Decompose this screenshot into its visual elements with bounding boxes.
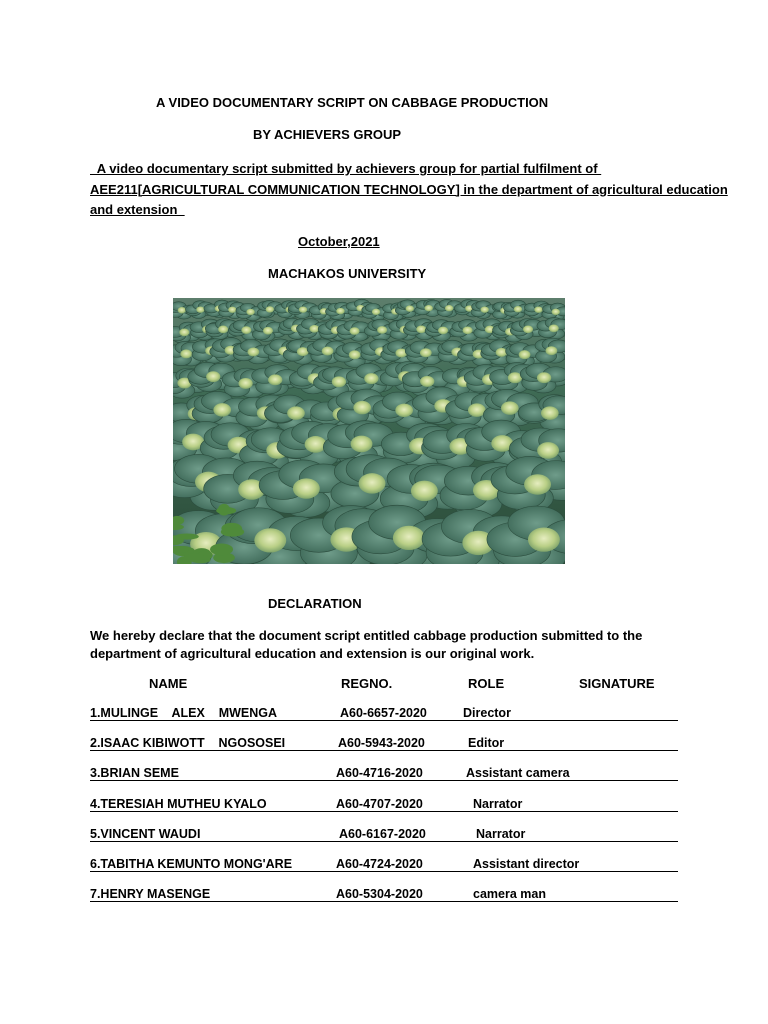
signature-line <box>90 901 678 902</box>
member-name: 5.VINCENT WAUDI <box>90 826 201 841</box>
member-regno: A60-4724-2020 <box>336 857 423 871</box>
signature-line <box>90 780 678 781</box>
signature-line <box>90 720 678 721</box>
signature-line <box>90 750 678 751</box>
cabbage-field-photo <box>173 298 565 564</box>
member-role: Narrator <box>476 826 526 841</box>
member-role: Editor <box>468 736 505 751</box>
intro-paragraph <box>90 159 728 221</box>
member-regno: A60-4716-2020 <box>336 766 423 781</box>
signature-line <box>90 841 678 842</box>
member-regno: A60-5304-2020 <box>336 887 423 902</box>
member-name: 7.HENRY MASENGE <box>90 887 211 902</box>
university-name: MACHAKOS UNIVERSITY <box>268 266 427 281</box>
member-role: Narrator <box>473 796 523 811</box>
document-byline: BY ACHIEVERS GROUP <box>253 127 402 142</box>
signature-line <box>90 811 678 812</box>
member-role: Assistant camera <box>466 766 570 781</box>
column-header-signature: SIGNATURE <box>579 676 655 691</box>
column-header-regno: REGNO. <box>341 676 393 691</box>
member-name: 3.BRIAN SEME <box>90 766 179 781</box>
member-name: 4.TERESIAH MUTHEU KYALO <box>90 796 267 811</box>
cabbage-field-illustration <box>173 298 565 564</box>
intro-line-2: AEE211[AGRICULTURAL COMMUNICATION TECHNOLOGY] in the department of agricultural education <box>90 181 728 197</box>
member-regno: A60-6167-2020 <box>339 826 426 841</box>
document-date: October,2021 <box>298 234 380 249</box>
declaration-heading: DECLARATION <box>268 596 362 611</box>
member-name: 6.TABITHA KEMUNTO MONG'ARE <box>90 857 293 871</box>
member-name: 1.MULINGE ALEX MWENGA <box>90 706 278 720</box>
member-name: 2.ISAAC KIBIWOTT NGOSOSEI <box>90 736 286 751</box>
signature-line <box>90 871 678 872</box>
column-header-name: NAME <box>149 676 188 691</box>
member-role: Director <box>463 706 511 720</box>
document-title: A VIDEO DOCUMENTARY SCRIPT ON CABBAGE PRODUCTION <box>156 95 549 110</box>
declaration-text: We hereby declare that the document script entitled cabbage production submitted to the department of agricultural education and extension is our original work. <box>90 628 643 661</box>
member-regno: A60-4707-2020 <box>336 796 423 811</box>
member-regno: A60-6657-2020 <box>340 706 427 720</box>
member-role: Assistant director <box>473 857 580 871</box>
member-role: camera man <box>473 887 546 902</box>
intro-line-1: A video documentary script submitted by achievers group for partial fulfilment of <box>90 161 602 176</box>
column-header-role: ROLE <box>468 676 505 691</box>
member-regno: A60-5943-2020 <box>338 736 425 751</box>
intro-line-3: and extension <box>90 202 185 217</box>
